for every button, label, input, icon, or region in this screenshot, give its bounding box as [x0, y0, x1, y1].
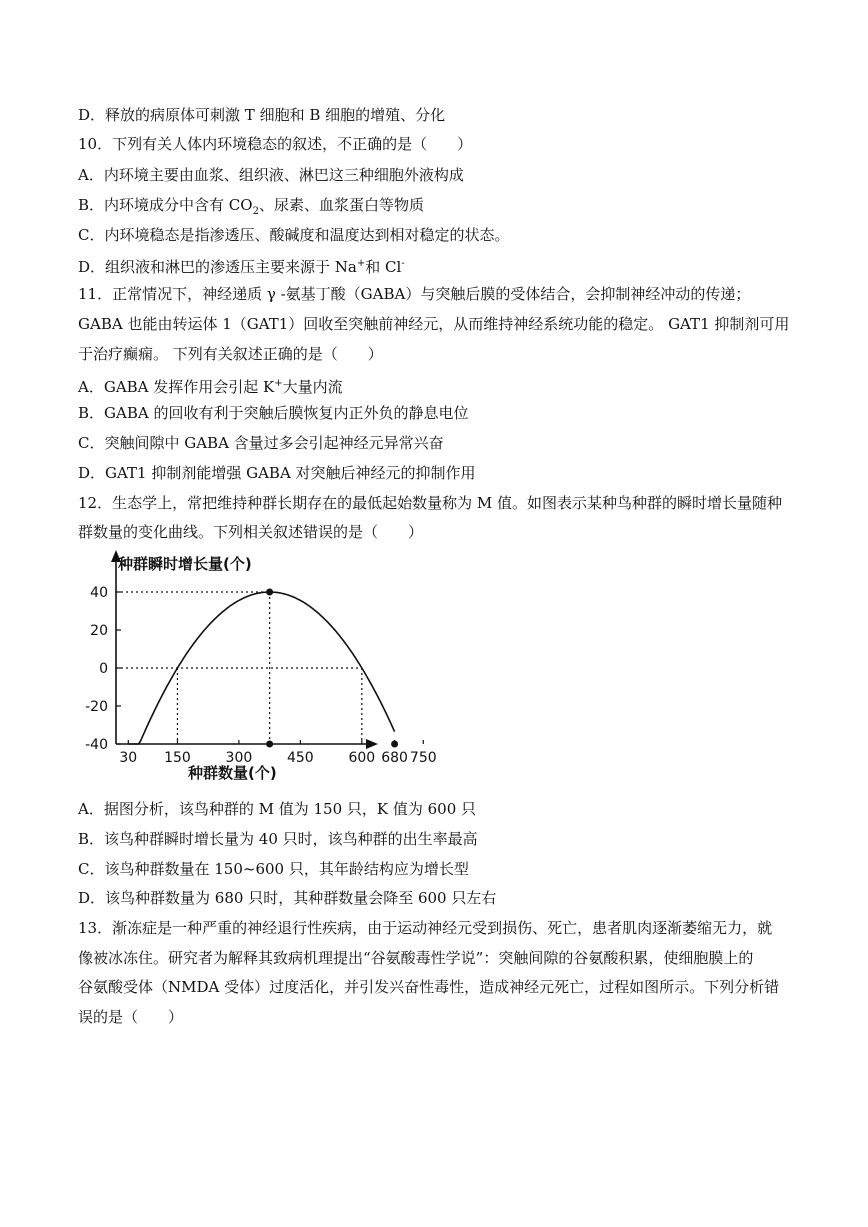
data-point: [266, 741, 273, 748]
q11-stem-2: GABA 也能由转运体 1（GAT1）回收至突触前神经元，从而维持神经系统功能的稳定。 GAT1 抑制剂可用: [78, 315, 790, 333]
q13-stem-1: 13．渐冻症是一种严重的神经退行性疾病，由于运动神经元受到损伤、死亡，患者肌肉逐渐萎缩无力，就: [78, 919, 773, 937]
y-tick-label: 0: [99, 661, 108, 677]
q12-option-b: B．该鸟种群瞬时增长量为 40 只时，该鸟种群的出生率最高: [78, 830, 478, 848]
q10-stem: 10．下列有关人体内环境稳态的叙述，不正确的是（ ）: [78, 135, 473, 153]
q10-option-d-text2: 和 Cl: [365, 258, 402, 276]
y-tick-label: -40: [85, 737, 108, 753]
q11-stem-3: 于治疗癫痫。 下列有关叙述正确的是（ ）: [78, 345, 383, 363]
q11-option-c: C．突触间隙中 GABA 含量过多会引起神经元异常兴奋: [78, 434, 444, 452]
y-tick-label: -20: [85, 699, 108, 715]
q11-option-a-text2: 大量内流: [282, 378, 343, 396]
x-tick-label: 600: [348, 750, 376, 766]
x-axis-arrow: [366, 739, 378, 749]
q9-option-d: D．释放的病原体可刺激 T 细胞和 B 细胞的增殖、分化: [78, 106, 446, 124]
y-tick-label: 20: [90, 623, 108, 639]
x-tick-label: 30: [119, 750, 138, 766]
q11-option-a: [78, 374, 343, 397]
q13-stem-4: 误的是（ ）: [78, 1008, 184, 1026]
growth-chart: [72, 548, 437, 782]
q10-option-b-text: B．内环境成分中含有 CO: [78, 196, 253, 214]
q12-option-d: D．该鸟种群数量为 680 只时，其种群数量会降至 600 只左右: [78, 889, 497, 907]
q10-option-d-sup1: +: [356, 258, 366, 269]
q12-option-a: A．据图分析，该鸟种群的 M 值为 150 只，K 值为 600 只: [78, 800, 477, 818]
y-tick-label: 40: [90, 585, 108, 601]
x-tick-label: 750: [409, 750, 437, 766]
q11-option-a-sup: +: [274, 378, 283, 389]
q13-stem-2: 像被冰冻住。研究者为解释其致病机理提出“谷氨酸毒性学说”：突触间隙的谷氨酸积累，使细胞膜上的: [78, 949, 754, 967]
q12-stem-1: 12．生态学上，常把维持种群长期存在的最低起始数量称为 M 值。如图表示某种鸟种群的瞬时增长量随种: [78, 494, 782, 512]
q10-option-b-text2: 、尿素、血浆蛋白等物质: [258, 196, 424, 214]
data-point: [266, 589, 273, 596]
q10-option-c: C．内环境稳态是指渗透压、酸碱度和温度达到相对稳定的状态。: [78, 226, 510, 244]
q12-option-c: C．该鸟种群数量在 150~600 只，其年龄结构应为增长型: [78, 860, 469, 878]
q11-option-b: B．GABA 的回收有利于突触后膜恢复内正外负的静息电位: [78, 404, 469, 422]
q10-option-d: [78, 254, 405, 277]
x-tick-label: 450: [286, 750, 314, 766]
q11-stem-1: 11．正常情况下，神经递质 γ -氨基丁酸（GABA）与突触后膜的受体结合，会抑制神经冲动的传递；: [78, 285, 751, 303]
x-tick-label: 300: [225, 750, 253, 766]
data-point: [391, 741, 398, 748]
q12-stem-2: 群数量的变化曲线。下列相关叙述错误的是（ ）: [78, 523, 424, 541]
y-axis-title: 种群瞬时增长量(个): [118, 555, 252, 573]
q10-option-d-sup2: -: [401, 258, 405, 269]
q11-option-d: D．GAT1 抑制剂能增强 GABA 对突触后神经元的抑制作用: [78, 464, 476, 482]
q10-option-a: A．内环境主要由血浆、组织液、淋巴这三种细胞外液构成: [78, 166, 464, 184]
q10-option-b-sub: 2: [252, 206, 259, 217]
q11-option-a-text: A．GABA 发挥作用会引起 K: [78, 378, 275, 396]
x-axis-title: 种群数量(个): [188, 764, 277, 782]
q13-stem-3: 谷氨酸受体（NMDA 受体）过度活化，并引发兴奋性毒性，造成神经元死亡，过程如图所示。下列分析错: [78, 978, 780, 996]
x-tick-label: 680: [381, 750, 408, 766]
q10-option-d-text: D．组织液和淋巴的渗透压主要来源于 Na: [78, 258, 357, 276]
q10-option-b: [78, 195, 424, 222]
x-tick-label: 150: [164, 750, 191, 766]
